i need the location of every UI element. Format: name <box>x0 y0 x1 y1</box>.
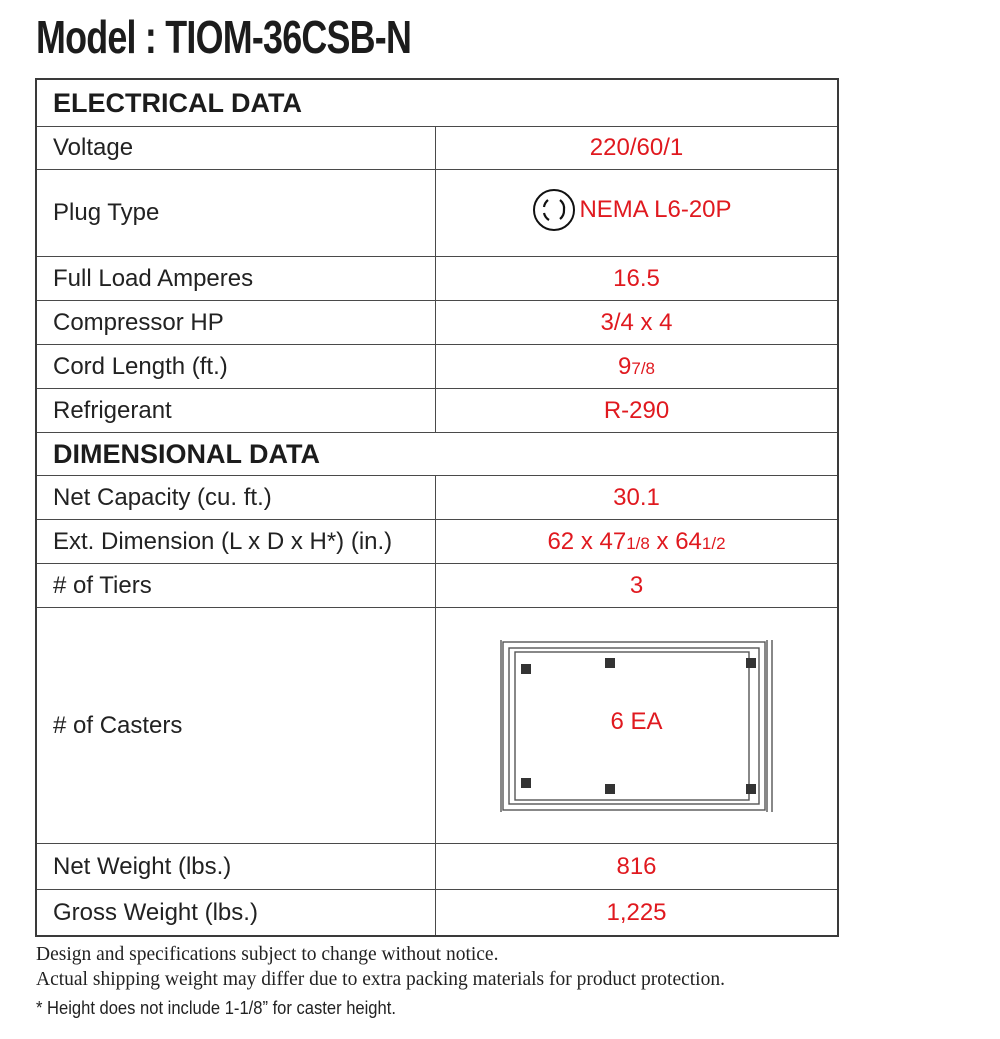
row-value: 30.1 <box>436 476 839 520</box>
table-row <box>36 890 838 937</box>
row-label: Cord Length (ft.) <box>36 345 436 389</box>
plug-type-value <box>531 187 731 233</box>
dimension-height-whole: 64 <box>675 527 702 555</box>
row-label: Full Load Amperes <box>36 257 436 301</box>
footnote: Design and specifications subject to change without notice. <box>36 944 499 965</box>
table-row <box>36 389 838 433</box>
section-header-electrical <box>36 79 838 127</box>
row-value <box>436 608 839 844</box>
row-value: 3 <box>436 564 839 608</box>
row-value <box>436 345 839 389</box>
table-row <box>36 127 838 170</box>
row-label: Compressor HP <box>36 301 436 345</box>
table-row <box>36 476 838 520</box>
model-title: Model : TIOM-36CSB-N <box>36 11 412 63</box>
table-row <box>36 564 838 608</box>
caster-count: 6 EA <box>610 707 663 735</box>
row-label: # of Casters <box>36 608 436 844</box>
row-value <box>436 170 839 257</box>
caster-marker <box>521 664 531 674</box>
row-label: Gross Weight (lbs.) <box>36 890 436 937</box>
row-value: 16.5 <box>436 257 839 301</box>
cord-length-fraction: 7/8 <box>631 358 655 378</box>
caster-marker <box>605 658 615 668</box>
caster-marker <box>746 658 756 668</box>
table-row <box>36 345 838 389</box>
table-row <box>36 608 838 844</box>
row-label: Net Capacity (cu. ft.) <box>36 476 436 520</box>
caster-marker <box>605 784 615 794</box>
footnote: Actual shipping weight may differ due to extra packing materials for product protection. <box>36 969 725 990</box>
row-value: 220/60/1 <box>436 127 839 170</box>
section-heading: DIMENSIONAL DATA <box>36 433 838 476</box>
cord-length-whole: 9 <box>618 352 632 380</box>
caster-marker <box>746 784 756 794</box>
table-row <box>36 520 838 564</box>
row-label: Ext. Dimension (L x D x H*) (in.) <box>36 520 436 564</box>
footnotes <box>36 942 725 1021</box>
row-label: Refrigerant <box>36 389 436 433</box>
dimension-depth-whole: 47 <box>599 527 627 555</box>
dimension-separator: x <box>649 527 676 555</box>
section-header-dimensional <box>36 433 838 476</box>
dimension-depth-fraction: 1/8 <box>626 533 650 553</box>
table-row <box>36 844 838 890</box>
row-value: R-290 <box>436 389 839 433</box>
section-heading: ELECTRICAL DATA <box>36 79 838 127</box>
table-row <box>36 301 838 345</box>
plug-type-text: NEMA L6-20P <box>579 195 732 223</box>
table-row <box>36 257 838 301</box>
row-value: 816 <box>436 844 839 890</box>
footnote: * Height does not include 1-1/8” for caster height. <box>36 998 396 1018</box>
row-label: Net Weight (lbs.) <box>36 844 436 890</box>
dimension-length: 62 <box>547 527 575 555</box>
nema-plug-icon <box>531 187 577 233</box>
row-value: 1,225 <box>436 890 839 937</box>
dimension-height-fraction: 1/2 <box>701 533 726 553</box>
table-row <box>36 170 838 257</box>
caster-marker <box>521 778 531 788</box>
spec-table <box>35 78 839 937</box>
row-value: 3/4 x 4 <box>436 301 839 345</box>
row-label: # of Tiers <box>36 564 436 608</box>
row-label: Voltage <box>36 127 436 170</box>
row-label: Plug Type <box>36 170 436 257</box>
caster-layout-diagram <box>497 636 777 816</box>
row-value <box>436 520 839 564</box>
dimension-separator: x <box>574 527 600 555</box>
